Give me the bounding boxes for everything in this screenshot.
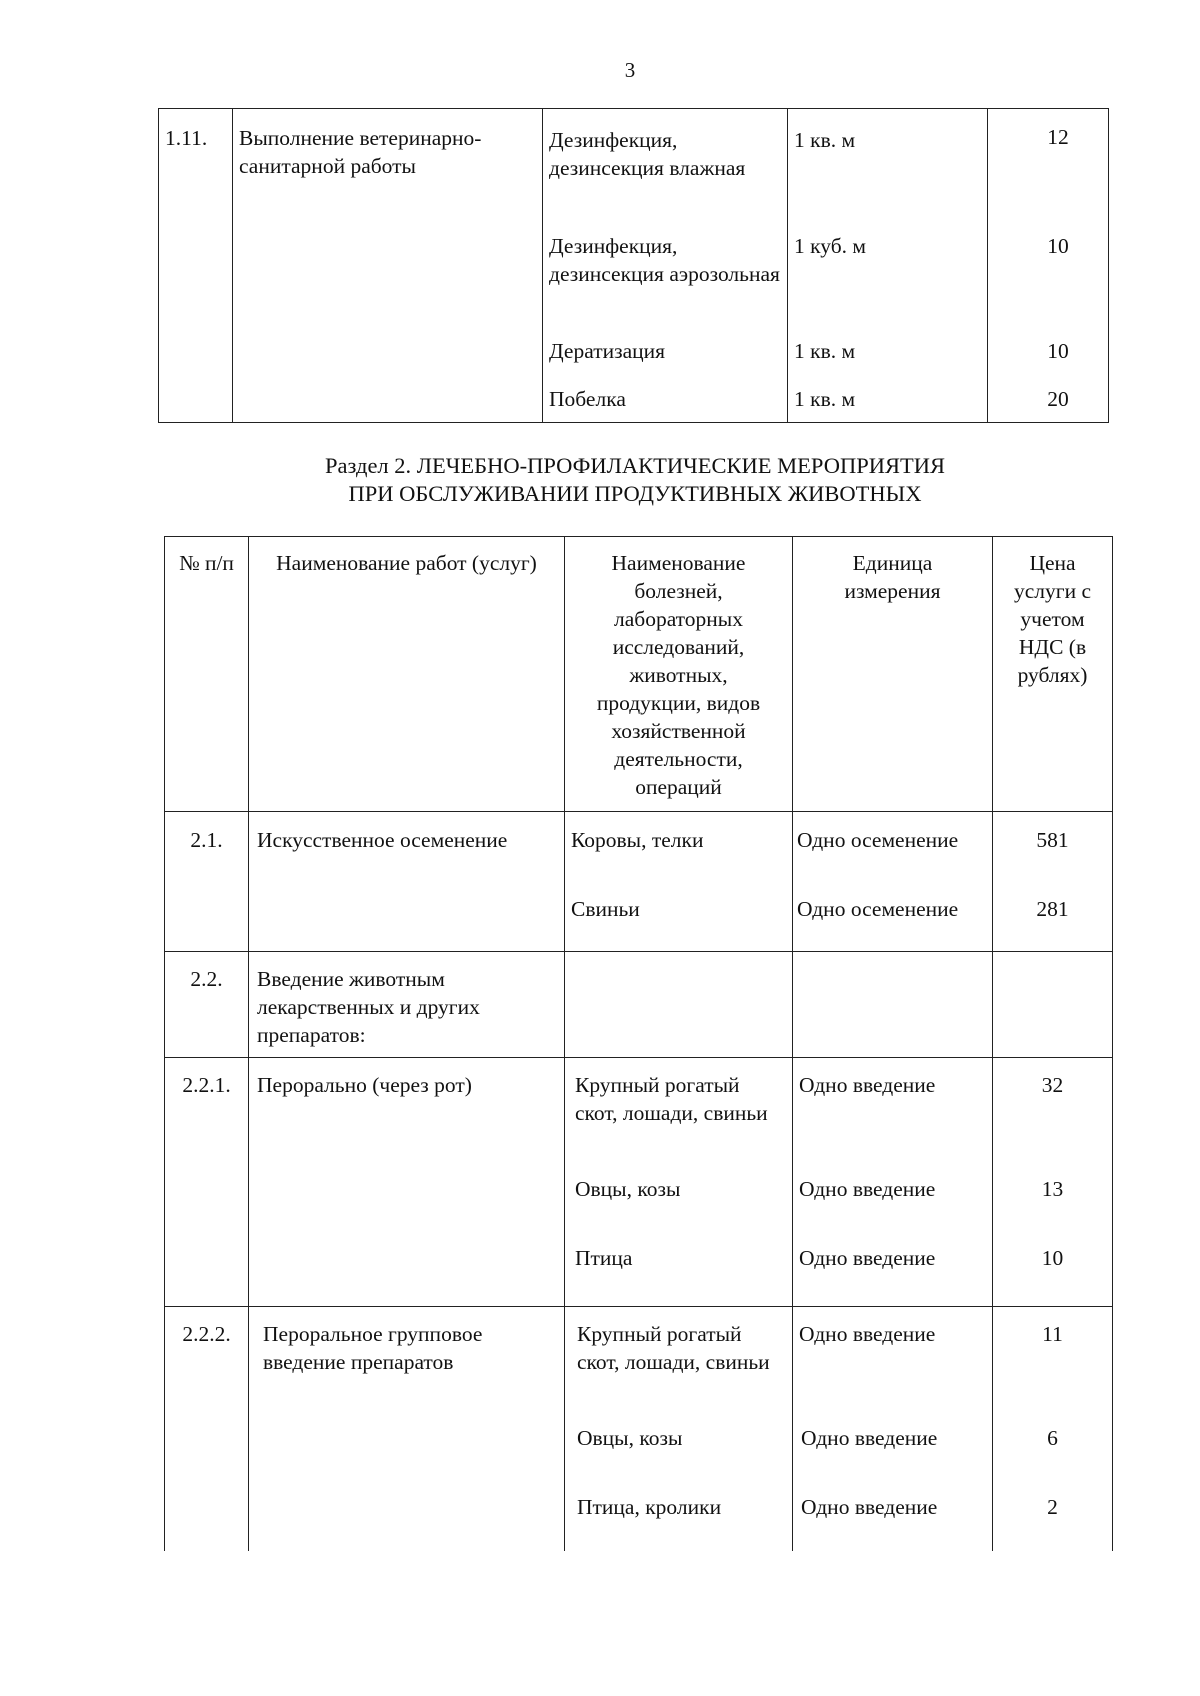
unit-value: Одно введение: [801, 1495, 938, 1519]
row-number: 1.11.: [165, 126, 208, 150]
object-name: Крупный рогатый скот, лошади, свиньи: [577, 1322, 770, 1374]
price-value: 581: [1036, 828, 1069, 852]
object-name: Овцы, козы: [575, 1177, 681, 1201]
row-number: 2.2.: [165, 952, 249, 1058]
object-column: [565, 1307, 793, 1551]
header-price: Цена услуги с учетом НДС (в рублях): [993, 537, 1113, 812]
work-name: Перорально (через рот): [249, 1058, 565, 1307]
object-name: Дезинфекция, дезинсекция аэрозольная: [549, 234, 780, 286]
object-cell-empty: [565, 952, 793, 1058]
price-column: [993, 1058, 1113, 1307]
unit-value: 1 кв. м: [794, 339, 856, 363]
price-value: 10: [1047, 339, 1069, 363]
work-name: Введение животным лекарственных и других препаратов:: [249, 952, 565, 1058]
section-title-line-1: Раздел 2. ЛЕЧЕБНО-ПРОФИЛАКТИЧЕСКИЕ МЕРОПРИЯТИЯ: [325, 453, 945, 478]
object-name: Птица: [575, 1246, 633, 1270]
object-name: Птица, кролики: [577, 1495, 722, 1519]
unit-value: Одно осеменение: [797, 897, 959, 921]
price-column: [993, 812, 1113, 952]
unit-value: Одно введение: [799, 1177, 936, 1201]
services-table-section-1: [158, 108, 1109, 423]
object-name: Побелка: [549, 387, 626, 411]
header-object: Наименование болезней, лабораторных исследований, животных, продукции, видов хозяйственной деятельности, операций: [565, 537, 793, 812]
unit-value: 1 куб. м: [794, 234, 867, 258]
row-number: 2.1.: [165, 812, 249, 952]
unit-value: Одно введение: [799, 1246, 936, 1270]
section-title: [0, 452, 1200, 508]
object-column: [543, 109, 788, 423]
unit-value: Одно введение: [799, 1073, 936, 1097]
price-value: 10: [1041, 1246, 1064, 1270]
row-number: 2.2.2.: [165, 1307, 249, 1551]
price-value: 20: [1047, 387, 1069, 411]
table-header-row: [165, 537, 1113, 812]
header-number: № п/п: [179, 551, 234, 575]
price-value: 6: [1047, 1426, 1058, 1450]
object-name: Крупный рогатый скот, лошади, свиньи: [575, 1073, 768, 1125]
table-row: [165, 1307, 1113, 1551]
table-row: [165, 812, 1113, 952]
table-row: [159, 109, 1109, 423]
price-value: 12: [1047, 125, 1069, 149]
unit-value: Одно введение: [799, 1322, 936, 1346]
unit-value: Одно введение: [801, 1426, 938, 1450]
work-name: Искусственное осеменение: [249, 812, 565, 952]
object-name: Коровы, телки: [571, 828, 704, 852]
object-column: [565, 812, 793, 952]
object-name: Дератизация: [549, 339, 666, 363]
unit-column: [788, 109, 988, 423]
price-column: [988, 109, 1109, 423]
unit-value: 1 кв. м: [794, 128, 856, 152]
unit-value: Одно осеменение: [797, 828, 959, 852]
table-row: [165, 1058, 1113, 1307]
price-cell-empty: [993, 952, 1113, 1058]
object-name: Овцы, козы: [577, 1426, 683, 1450]
object-name: Свиньи: [571, 897, 640, 921]
unit-column: [793, 1307, 993, 1551]
table-row: [165, 952, 1113, 1058]
unit-column: [793, 812, 993, 952]
unit-column: [793, 1058, 993, 1307]
header-unit: Единица измерения: [793, 537, 993, 812]
header-work: Наименование работ (услуг): [249, 537, 565, 812]
price-value: 281: [1036, 897, 1069, 921]
price-value: 11: [1042, 1322, 1063, 1346]
object-column: [565, 1058, 793, 1307]
unit-value: 1 кв. м: [794, 387, 856, 411]
price-value: 13: [1041, 1177, 1064, 1201]
price-value: 10: [1047, 234, 1069, 258]
price-value: 32: [1041, 1073, 1064, 1097]
services-table-section-2: [164, 536, 1113, 1551]
price-value: 2: [1047, 1495, 1058, 1519]
price-column: [993, 1307, 1113, 1551]
row-number: 2.2.1.: [165, 1058, 249, 1307]
work-name: Выполнение ветеринарно-санитарной работы: [233, 109, 543, 423]
object-name: Дезинфекция, дезинсекция влажная: [549, 128, 746, 180]
section-title-line-2: ПРИ ОБСЛУЖИВАНИИ ПРОДУКТИВНЫХ ЖИВОТНЫХ: [348, 481, 922, 506]
unit-cell-empty: [793, 952, 993, 1058]
page-number: 3: [624, 58, 636, 82]
work-name: Пероральное групповое введение препаратов: [249, 1307, 565, 1551]
